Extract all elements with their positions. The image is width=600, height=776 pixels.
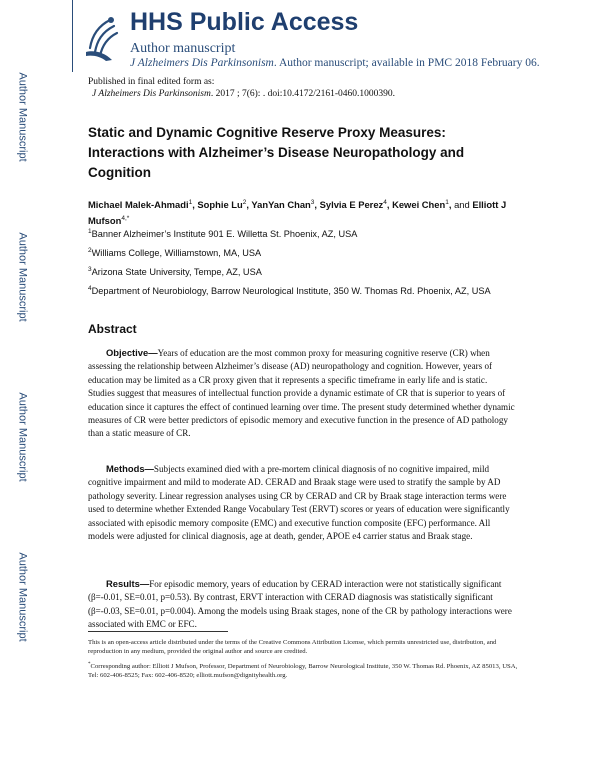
abstract-methods: Methods—Subjects examined died with a pre-mortem clinical diagnosis of no cognitive impaired, mild cognitive impairment and mild to moderate AD. CERAD and Braak stage were used to stratify the sample by AD pathology severity. Linear regression analyses using CR by CERAD and CR by Braak stage interaction terms were used to determine whether Extended Range Vocabulary Test (ERVT) scores or years of education were significantly associated with episodic memory composite (EMC) and executive function composite (EFC) performance. All models were adjusted for clinical diagnosis, age at death, gender, APOE e4 carrier status and Braak stage. xyxy=(88,463,510,542)
affiliation: $^2$Williams College, Williamstown, MA, USA xyxy=(88,247,262,259)
affiliation: $^3$Arizona State University, Tempe, AZ, USA xyxy=(88,266,262,278)
corresponding-footnote: *Corresponding author: Elliott J Mufson, Professor, Department of Neurobiology, Barrow Neurological Institute, 350 W. Thomas Rd. Phoenix, AZ 85013, USA, Tel: 602-406-8525; Fax: 602-406-8520; elliott.mufson@dignityhealth.org. xyxy=(88,662,518,680)
abstract-heading: Abstract xyxy=(88,322,137,336)
header-divider xyxy=(72,0,73,72)
sidebar-label: Author Manuscript xyxy=(17,552,30,642)
footnote-divider xyxy=(88,631,228,632)
author-name: YanYan Chan xyxy=(251,199,311,211)
publication-info: Published in final edited form as: J Alzheimers Dis Parkinsonism. 2017 ; 7(6): . doi:10.4172/2161-0460.1000390. xyxy=(88,77,396,99)
sidebar-label: Author Manuscript xyxy=(17,392,30,482)
author-manuscript-sidebar xyxy=(0,0,46,776)
author-name: Sophie Lu xyxy=(197,199,243,211)
affiliation: $^1$Banner Alzheimer’s Institute 901 E. Willetta St. Phoenix, AZ, USA xyxy=(88,228,358,240)
journal-availability: J Alzheimers Dis Parkinsonism. Author manuscript; available in PMC 2018 February 06. xyxy=(130,57,540,69)
author-name: Michael Malek-Ahmadi xyxy=(88,199,189,211)
affiliation: $^4$Department of Neurobiology, Barrow Neurological Institute, 350 W. Thomas Rd. Phoenix, AZ, USA xyxy=(88,285,491,297)
author-list: Michael Malek-Ahmadi$^1$, Sophie Lu$^2$, YanYan Chan$^3$, Sylvia E Perez$^4$, Kewei Chen$^1$, and Elliott J Mufson$^{4,*}$ xyxy=(88,199,507,227)
sidebar-label: Author Manuscript xyxy=(17,72,30,162)
sidebar-label: Author Manuscript xyxy=(17,232,30,322)
author-name: Kewei Chen xyxy=(392,199,446,211)
author-name: Elliott J Mufson xyxy=(88,199,507,227)
author-name: Sylvia E Perez xyxy=(319,199,384,211)
manuscript-label: Author manuscript xyxy=(130,41,236,56)
license-footnote: This is an open-access article distributed under the terms of the Creative Commons Attribution License, which permits unrestricted use, distribution, and reproduction in any medium, provided the original author and source are credited. xyxy=(88,639,497,655)
hhs-title: HHS Public Access xyxy=(130,8,359,36)
hhs-eagle-logo-icon xyxy=(80,14,122,64)
abstract-results: Results—For episodic memory, years of education by CERAD interaction were not statistically significant (β=-0.01, SE=0.01, p=0.53). By contrast, ERVT interaction with CERAD diagnosis was statistically significant (β=-0.03, SE=0.01, p=0.004). Among the models using Braak stages, none of the CR by pathology interactions were associated with EMC or EFC. xyxy=(88,578,512,630)
article-title: Static and Dynamic Cognitive Reserve Proxy Measures: Interactions with Alzheimer’s Disease Neuropathology and Cognition xyxy=(88,125,465,180)
abstract-objective: Objective—Years of education are the most common proxy for measuring cognitive reserve (CR) when assessing the relationship between Alzheimer’s disease (AD) neuropathology and cognition. However, years of education may be limited as a CR proxy given that it represents a specific timeframe in early life and is static. Studies suggest that measures of intellectual function provide a dynamic estimate of CR that is superior to years of education since it captures the effect of continued learning over time. The present study determined whether dynamic measures of CR were better predictors of episodic memory and executive function in the presence of AD pathology than a static measure of CR. xyxy=(88,347,515,439)
